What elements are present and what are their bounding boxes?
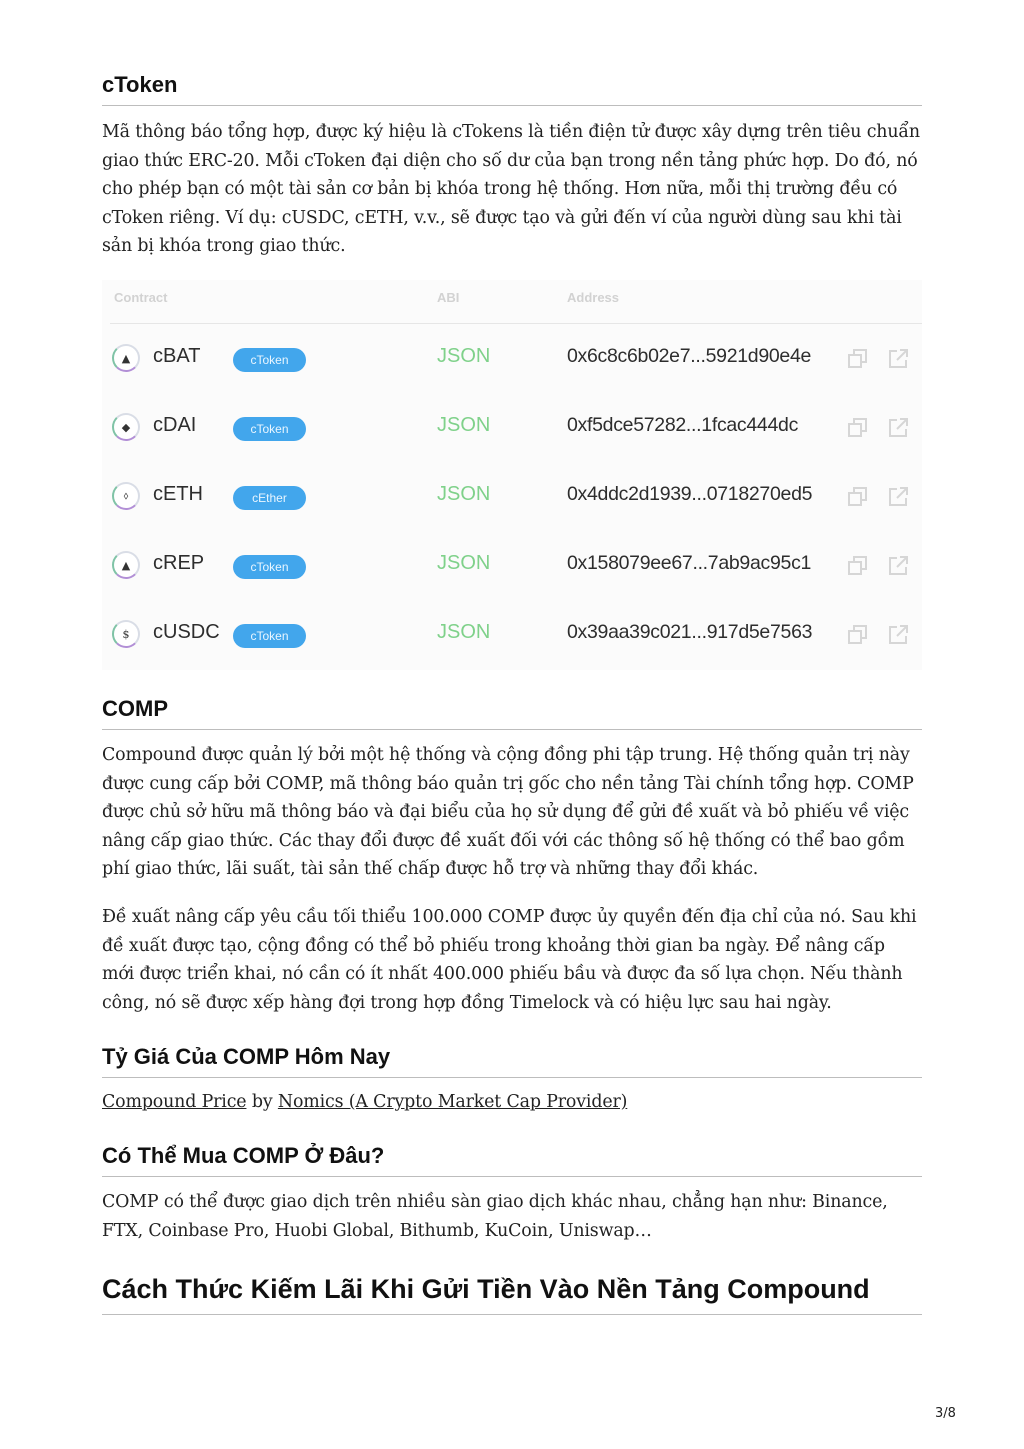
external-link-icon[interactable] — [887, 624, 909, 646]
ctoken-paragraph: Mã thông báo tổng hợp, được ký hiệu là cTokens là tiền điện tử được xây dựng trên tiêu chuẩn giao thức ERC-20. Mỗi cToken đại diện cho số dư của bạn trong nền tảng phức hợp. Do đó, nó cho phép bạn có một tài sản cơ bản bị khóa trong hệ thống. Hơn nữa, mỗi thị trường đều có cToken riêng. Ví dụ: cUSDC, cETH, v.v., sẽ được tạo và gửi đến ví của người dùng sau khi tài sản bị khóa trong giao thức. — [102, 122, 920, 257]
section-heading-buy: Có Thể Mua COMP Ở Đâu? — [102, 1143, 922, 1177]
header-divider — [110, 323, 922, 324]
external-link-icon[interactable] — [887, 486, 909, 508]
page-number: 3/8 — [935, 1406, 956, 1421]
table-row — [102, 537, 922, 597]
header-contract: Contract — [114, 290, 168, 305]
abi-json-link[interactable]: JSON — [437, 345, 491, 367]
section-heading-earn: Cách Thức Kiếm Lãi Khi Gửi Tiền Vào Nền Tảng Compound — [102, 1274, 922, 1315]
contract-address: 0x6c8c6b02e7...5921d90e4e — [567, 345, 812, 367]
section-heading-comp: COMP — [102, 696, 922, 730]
price-attribution — [102, 1088, 922, 1117]
abi-json-link[interactable]: JSON — [437, 414, 491, 436]
contract-table — [102, 280, 922, 670]
contract-type-badge: cToken — [233, 348, 306, 372]
abi-json-link[interactable]: JSON — [437, 621, 491, 643]
header-abi: ABI — [437, 290, 460, 305]
table-row — [102, 468, 922, 528]
compound-price-link[interactable]: Compound Price — [102, 1092, 247, 1112]
contract-symbol: cUSDC — [153, 621, 220, 643]
abi-json-link[interactable]: JSON — [437, 552, 491, 574]
nomics-link[interactable]: Nomics (A Crypto Market Cap Provider) — [277, 1092, 628, 1112]
contract-symbol: cREP — [153, 552, 205, 574]
coin-icon: ◆ — [112, 413, 140, 441]
contract-address: 0x4ddc2d1939...0718270ed5 — [567, 483, 813, 505]
external-link-icon[interactable] — [887, 348, 909, 370]
copy-icon[interactable] — [847, 624, 869, 646]
comp-paragraph-1: Compound được quản lý bởi một hệ thống và cộng đồng phi tập trung. Hệ thống quản trị này được cung cấp bởi COMP, mã thông báo quản trị gốc cho nền tảng Tài chính tổng hợp. COMP được chủ sở hữu mã thông báo và đại biểu của họ sử dụng để gửi đề xuất và bỏ phiếu về việc nâng cấp giao thức. Các thay đổi được đề xuất đối với các thông số hệ thống có thể bao gồm phí giao thức, lãi suất, tài sản thế chấp được hỗ trợ và những thay đổi khác. — [102, 745, 914, 880]
copy-icon[interactable] — [847, 417, 869, 439]
copy-icon[interactable] — [847, 486, 869, 508]
coin-icon: ⬨ — [112, 482, 140, 510]
section-heading-ctoken: cToken — [102, 72, 922, 106]
contract-symbol: cBAT — [153, 345, 201, 367]
coin-icon: ▲ — [112, 344, 140, 372]
contract-type-badge: cToken — [233, 624, 306, 648]
contract-type-badge: cEther — [233, 486, 306, 510]
copy-icon[interactable] — [847, 555, 869, 577]
coin-icon: ▲ — [112, 551, 140, 579]
contract-address: 0xf5dce57282...1fcac444dc — [567, 414, 799, 436]
contract-symbol: cDAI — [153, 414, 197, 436]
abi-json-link[interactable]: JSON — [437, 483, 491, 505]
coin-icon: $ — [112, 620, 140, 648]
buy-paragraph: COMP có thể được giao dịch trên nhiều sàn giao dịch khác nhau, chẳng hạn như: Binance, FTX, Coinbase Pro, Huobi Global, Bithumb, KuCoin, Uniswap… — [102, 1192, 888, 1241]
table-row — [102, 606, 922, 666]
external-link-icon[interactable] — [887, 417, 909, 439]
contract-address: 0x158079ee67...7ab9ac95c1 — [567, 552, 812, 574]
contract-symbol: cETH — [153, 483, 203, 505]
copy-icon[interactable] — [847, 348, 869, 370]
by-text: by — [246, 1092, 278, 1112]
section-heading-price: Tỷ Giá Của COMP Hôm Nay — [102, 1044, 922, 1078]
table-row — [102, 330, 922, 390]
contract-type-badge: cToken — [233, 417, 306, 441]
header-address: Address — [567, 290, 620, 305]
comp-paragraph-2: Đề xuất nâng cấp yêu cầu tối thiểu 100.000 COMP được ủy quyền đến địa chỉ của nó. Sau khi đề xuất được tạo, cộng đồng có thể bỏ phiếu trong khoảng thời gian ba ngày. Để nâng cấp mới được triển khai, nó cần có ít nhất 400.000 phiếu bầu và được đa số lựa chọn. Nếu thành công, nó sẽ được xếp hàng đợi trong hợp đồng Timelock và có hiệu lực sau hai ngày. — [102, 907, 917, 1013]
external-link-icon[interactable] — [887, 555, 909, 577]
contract-address: 0x39aa39c021...917d5e7563 — [567, 621, 813, 643]
table-row — [102, 399, 922, 459]
contract-type-badge: cToken — [233, 555, 306, 579]
